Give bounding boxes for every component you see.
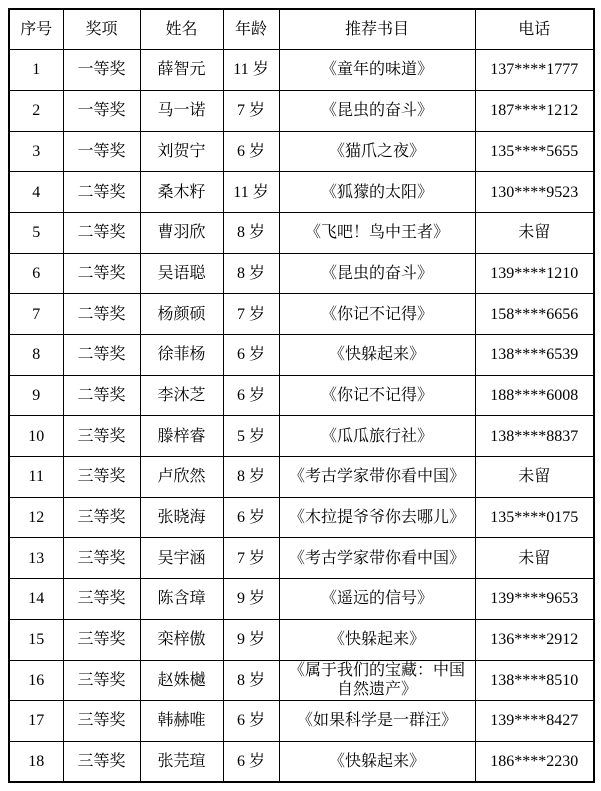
- table-cell: 三等奖: [63, 457, 140, 498]
- table-cell: 曹羽欣: [140, 212, 223, 253]
- table-cell: 韩赫唯: [140, 701, 223, 742]
- table-row: [9, 497, 594, 538]
- column-header: 姓名: [140, 9, 223, 50]
- table-cell: 7 岁: [223, 294, 279, 335]
- table-cell: 9 岁: [223, 579, 279, 620]
- table-cell: 138****6539: [475, 335, 594, 376]
- table-cell: 吴宇涵: [140, 538, 223, 579]
- table-cell: 二等奖: [63, 294, 140, 335]
- table-cell: 5: [9, 212, 63, 253]
- table-cell: 17: [9, 701, 63, 742]
- table-cell: 12: [9, 497, 63, 538]
- table-cell: 《你记不记得》: [279, 294, 475, 335]
- table-row: [9, 212, 594, 253]
- table-cell: 栾梓傲: [140, 619, 223, 660]
- table-cell: 139****8427: [475, 701, 594, 742]
- table-cell: 7: [9, 294, 63, 335]
- table-cell: 二等奖: [63, 253, 140, 294]
- table-row: [9, 457, 594, 498]
- table-cell: 二等奖: [63, 335, 140, 376]
- table-cell: 1: [9, 50, 63, 91]
- table-cell: 135****0175: [475, 497, 594, 538]
- table-cell: 吴语聪: [140, 253, 223, 294]
- table-cell: 《遥远的信号》: [279, 579, 475, 620]
- table-cell: 8 岁: [223, 212, 279, 253]
- table-cell: 《童年的味道》: [279, 50, 475, 91]
- table-cell: 136****2912: [475, 619, 594, 660]
- table-cell: 滕梓睿: [140, 416, 223, 457]
- table-cell: 188****6008: [475, 375, 594, 416]
- column-header: 电话: [475, 9, 594, 50]
- table-row: [9, 538, 594, 579]
- table-cell: 未留: [475, 538, 594, 579]
- table-cell: 6 岁: [223, 741, 279, 782]
- table-cell: 刘贺宁: [140, 131, 223, 172]
- table-cell: 二等奖: [63, 172, 140, 213]
- table-cell: 6 岁: [223, 497, 279, 538]
- table-cell: 4: [9, 172, 63, 213]
- table-cell: 10: [9, 416, 63, 457]
- table-row: [9, 131, 594, 172]
- table-cell: 三等奖: [63, 701, 140, 742]
- table-cell: 11: [9, 457, 63, 498]
- table-cell: 8 岁: [223, 660, 279, 701]
- table-cell: 3: [9, 131, 63, 172]
- table-row: [9, 375, 594, 416]
- table-cell: 《木拉提爷爷你去哪儿》: [279, 497, 475, 538]
- table-cell: 徐菲杨: [140, 335, 223, 376]
- table-row: [9, 619, 594, 660]
- table-cell: 18: [9, 741, 63, 782]
- table-cell: 陈含璋: [140, 579, 223, 620]
- table-cell: 13: [9, 538, 63, 579]
- table-cell: 一等奖: [63, 131, 140, 172]
- table-cell: 《考古学家带你看中国》: [279, 457, 475, 498]
- table-head-row: [9, 9, 594, 50]
- table-cell: 《快躲起来》: [279, 619, 475, 660]
- table-cell: 6 岁: [223, 335, 279, 376]
- table-row: [9, 416, 594, 457]
- table-cell: 一等奖: [63, 90, 140, 131]
- table-cell: 7 岁: [223, 538, 279, 579]
- table-cell: 186****2230: [475, 741, 594, 782]
- table-cell: 130****9523: [475, 172, 594, 213]
- table-cell: 薛智元: [140, 50, 223, 91]
- column-header: 奖项: [63, 9, 140, 50]
- table-row: [9, 701, 594, 742]
- table-header: [9, 9, 594, 50]
- table-cell: 15: [9, 619, 63, 660]
- table-cell: 11 岁: [223, 50, 279, 91]
- table-cell: 14: [9, 579, 63, 620]
- table-cell: 139****9653: [475, 579, 594, 620]
- table-row: [9, 253, 594, 294]
- table-row: [9, 741, 594, 782]
- table-cell: 二等奖: [63, 212, 140, 253]
- table-cell: 《快躲起来》: [279, 335, 475, 376]
- table-cell: 9 岁: [223, 619, 279, 660]
- table-cell: 三等奖: [63, 497, 140, 538]
- table-cell: 2: [9, 90, 63, 131]
- column-header: 推荐书目: [279, 9, 475, 50]
- table-cell: 11 岁: [223, 172, 279, 213]
- table-cell: 7 岁: [223, 90, 279, 131]
- table-cell: 《昆虫的奋斗》: [279, 253, 475, 294]
- table-cell: 《快躲起来》: [279, 741, 475, 782]
- table-row: [9, 579, 594, 620]
- table-cell: 三等奖: [63, 660, 140, 701]
- table-cell: 桑木籽: [140, 172, 223, 213]
- table-body: [9, 50, 594, 782]
- table-cell: 9: [9, 375, 63, 416]
- table-cell: 杨颜硕: [140, 294, 223, 335]
- table-cell: 《你记不记得》: [279, 375, 475, 416]
- table-cell: 《猫爪之夜》: [279, 131, 475, 172]
- table-cell: 《狐獴的太阳》: [279, 172, 475, 213]
- table-cell: 三等奖: [63, 619, 140, 660]
- table-cell: 三等奖: [63, 416, 140, 457]
- table-cell: 187****1212: [475, 90, 594, 131]
- table-cell: 李沐芝: [140, 375, 223, 416]
- awards-table: [8, 8, 595, 783]
- table-cell: 《如果科学是一群汪》: [279, 701, 475, 742]
- table-cell: 二等奖: [63, 375, 140, 416]
- table-cell: 卢欣然: [140, 457, 223, 498]
- table-cell: 16: [9, 660, 63, 701]
- table-row: [9, 50, 594, 91]
- table-cell: 赵姝樾: [140, 660, 223, 701]
- table-cell: 6 岁: [223, 375, 279, 416]
- table-cell: 《考古学家带你看中国》: [279, 538, 475, 579]
- table-cell: 张芫瑄: [140, 741, 223, 782]
- table-row: [9, 294, 594, 335]
- table-cell: 139****1210: [475, 253, 594, 294]
- column-header: 年龄: [223, 9, 279, 50]
- column-header: 序号: [9, 9, 63, 50]
- table-cell: 6: [9, 253, 63, 294]
- table-cell: 三等奖: [63, 579, 140, 620]
- table-cell: 158****6656: [475, 294, 594, 335]
- table-cell: 《昆虫的奋斗》: [279, 90, 475, 131]
- table-cell: 6 岁: [223, 131, 279, 172]
- table-cell: 一等奖: [63, 50, 140, 91]
- table-cell: 《飞吧！鸟中王者》: [279, 212, 475, 253]
- table-row: [9, 90, 594, 131]
- table-cell: 三等奖: [63, 741, 140, 782]
- table-cell: 137****1777: [475, 50, 594, 91]
- table-cell: 张晓海: [140, 497, 223, 538]
- table-cell: 135****5655: [475, 131, 594, 172]
- table-cell: 138****8837: [475, 416, 594, 457]
- table-cell: 未留: [475, 457, 594, 498]
- table-cell: 6 岁: [223, 701, 279, 742]
- table-cell: 138****8510: [475, 660, 594, 701]
- table-cell: 马一诺: [140, 90, 223, 131]
- table-cell: 8 岁: [223, 457, 279, 498]
- table-cell: 《瓜瓜旅行社》: [279, 416, 475, 457]
- table-cell: 三等奖: [63, 538, 140, 579]
- table-cell: 《属于我们的宝藏：中国自然遗产》: [279, 660, 475, 701]
- table-cell: 未留: [475, 212, 594, 253]
- table-cell: 8: [9, 335, 63, 376]
- table-row: [9, 335, 594, 376]
- table-cell: 5 岁: [223, 416, 279, 457]
- table-row: [9, 172, 594, 213]
- table-cell: 8 岁: [223, 253, 279, 294]
- table-row: [9, 660, 594, 701]
